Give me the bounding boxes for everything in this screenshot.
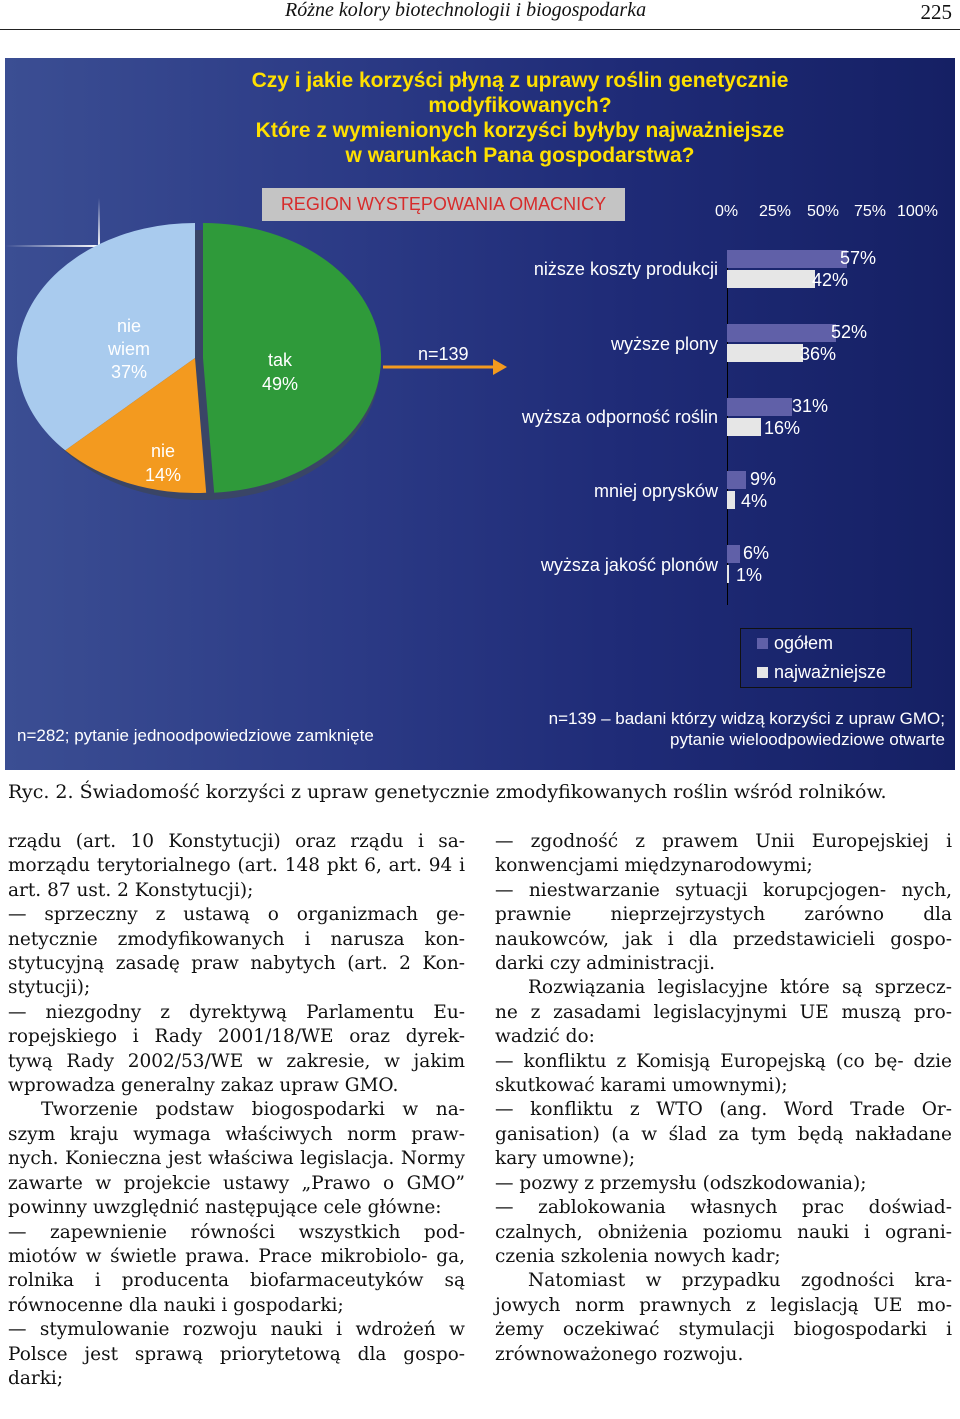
- sample-note-left: n=282; pytanie jednoodpowiedziowe zamknięte: [17, 726, 374, 745]
- text-line: — niestwarzanie sytuacji korupcjogen-: [495, 879, 887, 901]
- pie-label-tak: [255, 348, 305, 396]
- bar-value-label: 52%: [831, 322, 868, 342]
- bar-najwazniejsze: [727, 344, 803, 362]
- bar-value-label: 16%: [764, 418, 801, 438]
- page-number: 225: [920, 0, 952, 24]
- text-line: Normy zawarte w projekcie ustawy „Prawo o: [8, 1148, 465, 1194]
- legend-label: najważniejsze: [774, 662, 887, 682]
- text-line: zrównoważonego rozwoju.: [495, 1343, 744, 1365]
- text-line: kary umowne);: [495, 1148, 636, 1170]
- text-line: — pozwy z przemysłu (odszkodowania);: [495, 1172, 867, 1194]
- paragraph: [495, 1196, 952, 1269]
- text-line: w Polsce jest sprawą priorytetową dla gospo-: [8, 1319, 465, 1365]
- pie-label-tak-value: 49%: [261, 374, 299, 394]
- bar-value-label: 36%: [800, 344, 837, 364]
- text-line: GMO” powinny uwzględnić następujące cele: [8, 1172, 465, 1219]
- paragraph: [495, 830, 952, 879]
- sample-note-right: [475, 708, 945, 750]
- legend-swatch: [757, 638, 768, 649]
- bar-value-label: 4%: [741, 491, 768, 511]
- bar-value-label: 31%: [792, 396, 829, 416]
- category-label: niższe koszty produkcji: [533, 259, 718, 279]
- category-label: mniej oprysków: [593, 481, 718, 501]
- arrow-label: n=139: [418, 344, 469, 364]
- legend-item-najwazniejsze: [757, 662, 886, 683]
- text-line: miotów w świetle prawa. Prace mikrobiolo-: [8, 1245, 428, 1267]
- bar-value-label: 57%: [840, 248, 877, 268]
- bar-ogolem: [727, 324, 836, 342]
- text-line: — sprzeczny z ustawą o organizmach ge-: [8, 904, 465, 926]
- legend-item-ogolem: [757, 633, 833, 654]
- bar-ogolem: [727, 471, 746, 489]
- text-line: konwencjami międzynarodowymi;: [495, 855, 813, 877]
- paragraph: [8, 1098, 465, 1220]
- question-line: Które z wymienionych korzyści byłyby najważniejsze: [255, 119, 785, 142]
- text-line: dzie skutkować karami umownymi);: [495, 1050, 952, 1097]
- question-line: w warunkach Pana gospodarstwa?: [345, 144, 695, 167]
- pie-chart: [17, 223, 381, 500]
- bar-ogolem: [727, 250, 847, 268]
- text-line: rządu (art. 10 Konstytucji) oraz rządu i sa-: [8, 831, 465, 852]
- category-label: wyższa jakość plonów: [540, 555, 718, 575]
- bar-najwazniejsze: [727, 565, 729, 583]
- text-line: czenia szkolenia nowych kadr;: [495, 1245, 781, 1267]
- text-line: tywą Rady 2002/53/WE w zakresie, w jakim: [8, 1050, 465, 1072]
- text-line: Natomiast w przypadku zgodności kra-: [528, 1270, 952, 1292]
- text-line: są równocenne dla nauki i gospodarki;: [8, 1270, 466, 1316]
- bar-najwazniejsze: [727, 491, 735, 509]
- text-column-left: [8, 830, 465, 1391]
- text-line: żemy oczekiwać stymulacji biogospodarki i: [495, 1319, 952, 1341]
- x-tick: 100%: [897, 203, 938, 220]
- legend: [740, 628, 912, 688]
- text-line: Rozwiązania legislacyjne które są sprzecz-: [528, 977, 952, 999]
- legend-label: ogółem: [774, 633, 834, 653]
- text-column-right: [495, 830, 952, 1367]
- text-line: nych, prawnie nieprzejrzystych zarówno dla: [495, 879, 953, 926]
- text-line: stytucyjną zasadę praw nabytych (art. 2 Kon-: [8, 953, 465, 975]
- bar-ogolem: [727, 398, 792, 416]
- text-line: wadzić do:: [495, 1026, 595, 1048]
- paragraph: [8, 830, 465, 903]
- paragraph: [495, 976, 952, 1049]
- text-line: 94 i art. 87 ust. 2 Konstytucji);: [8, 855, 465, 901]
- text-line: — zablokowania własnych prac doświad-: [495, 1197, 952, 1219]
- bar-najwazniejsze: [727, 418, 761, 436]
- text-line: główne:: [367, 1197, 442, 1219]
- text-line: naukowców, jak i dla przedstawicieli gospo-: [495, 928, 952, 950]
- paragraph: [495, 1172, 952, 1196]
- bar-value-label: 6%: [743, 543, 770, 563]
- category-label: wyższe plony: [610, 334, 718, 354]
- running-title: Różne kolory biotechnologii i biogospodarka: [285, 0, 647, 21]
- x-tick: 0%: [715, 203, 739, 220]
- pie-label-nie-wiem: [97, 315, 161, 384]
- bar-najwazniejsze: [727, 270, 815, 288]
- text-line: netycznie zmodyfikowanych i narusza kon-: [8, 928, 465, 950]
- text-line: ga, rolnika i producenta biofarmaceutyków: [8, 1245, 465, 1292]
- pie-label-nie-wiem-name2: wiem: [107, 339, 150, 359]
- figure-panel: [5, 58, 955, 770]
- legend-swatch: [757, 667, 768, 678]
- text-line: — konfliktu z WTO (ang. Word Trade Or-: [495, 1099, 952, 1121]
- pie-label-tak-name: tak: [267, 350, 292, 370]
- header-rule: [0, 29, 960, 30]
- bar-value-label: 42%: [812, 270, 849, 290]
- paragraph: [495, 879, 952, 977]
- text-line: — stymulowanie rozwoju nauki i wdrożeń: [8, 1319, 436, 1341]
- text-line: szym kraju wymaga właściwych norm praw-: [8, 1123, 465, 1145]
- question-line: Czy i jakie korzyści płyną z uprawy roślin genetycznie: [251, 69, 789, 92]
- x-tick: 25%: [759, 203, 792, 220]
- text-line: stytucji);: [8, 977, 91, 999]
- paragraph: [8, 1001, 465, 1099]
- paragraph: [8, 1221, 465, 1319]
- paragraph: [495, 1098, 952, 1171]
- text-line: ne z zasadami legislacyjnymi UE muszą pro-: [495, 1001, 952, 1023]
- pie-label-nie-name: nie: [150, 441, 176, 461]
- bar-value-label: 9%: [750, 469, 777, 489]
- text-line: ropejskiego i Rady 2001/18/WE oraz dyrek-: [8, 1026, 465, 1048]
- text-line: darki;: [8, 1367, 64, 1389]
- text-line: nych. Konieczna jest właściwa legislacja.: [8, 1148, 395, 1170]
- bar-ogolem: [727, 545, 740, 563]
- paragraph: [8, 1318, 465, 1391]
- paragraph: [495, 1050, 952, 1099]
- figure-caption: Ryc. 2. Świadomość korzyści z upraw genetycznie zmodyfikowanych roślin wśród rolników.: [8, 781, 887, 803]
- pie-label-nie-value: 14%: [144, 465, 182, 485]
- pie-label-nie: [135, 439, 191, 487]
- text-line: — konfliktu z Komisją Europejską (co bę-: [495, 1050, 904, 1072]
- text-line: czalnych, obniżenia poziomu nauki i ograni-: [495, 1221, 952, 1243]
- text-line: — zapewnienie równości wszystkich pod-: [8, 1221, 465, 1243]
- text-line: darki czy administracji.: [495, 953, 716, 975]
- bar-value-label: 1%: [736, 565, 763, 585]
- text-line: wprowadza generalny zakaz upraw GMO.: [8, 1075, 399, 1097]
- region-label: REGION WYSTĘPOWANIA OMACNICY: [262, 188, 625, 221]
- text-line: jowych norm prawnych z legislacją UE mo-: [495, 1294, 952, 1316]
- text-line: — zgodność z prawem Unii Europejskiej i: [495, 831, 952, 852]
- pie-label-nie-wiem-value: 37%: [110, 362, 148, 382]
- text-line: morządu terytorialnego (art. 148 pkt 6, art.: [8, 855, 422, 877]
- paragraph: [8, 903, 465, 1001]
- paragraph: [495, 1269, 952, 1367]
- note-line: n=139 – badani którzy widzą korzyści z upraw GMO;: [548, 709, 945, 728]
- category-label: wyższa odporność roślin: [521, 407, 718, 427]
- note-line: pytanie wieloodpowiedziowe otwarte: [670, 730, 945, 749]
- x-tick: 50%: [807, 203, 840, 220]
- text-line: Tworzenie podstaw biogospodarki w na-: [41, 1099, 465, 1121]
- x-tick: 75%: [854, 203, 887, 220]
- text-line: ganisation) (a w ślad za tym będą nakładane: [495, 1123, 952, 1145]
- running-head: [0, 0, 960, 28]
- pie-label-nie-wiem-name: nie: [116, 316, 142, 336]
- text-line: — niezgodny z dyrektywą Parlamentu Eu-: [8, 1001, 465, 1023]
- question-line: modyfikowanych?: [428, 94, 612, 117]
